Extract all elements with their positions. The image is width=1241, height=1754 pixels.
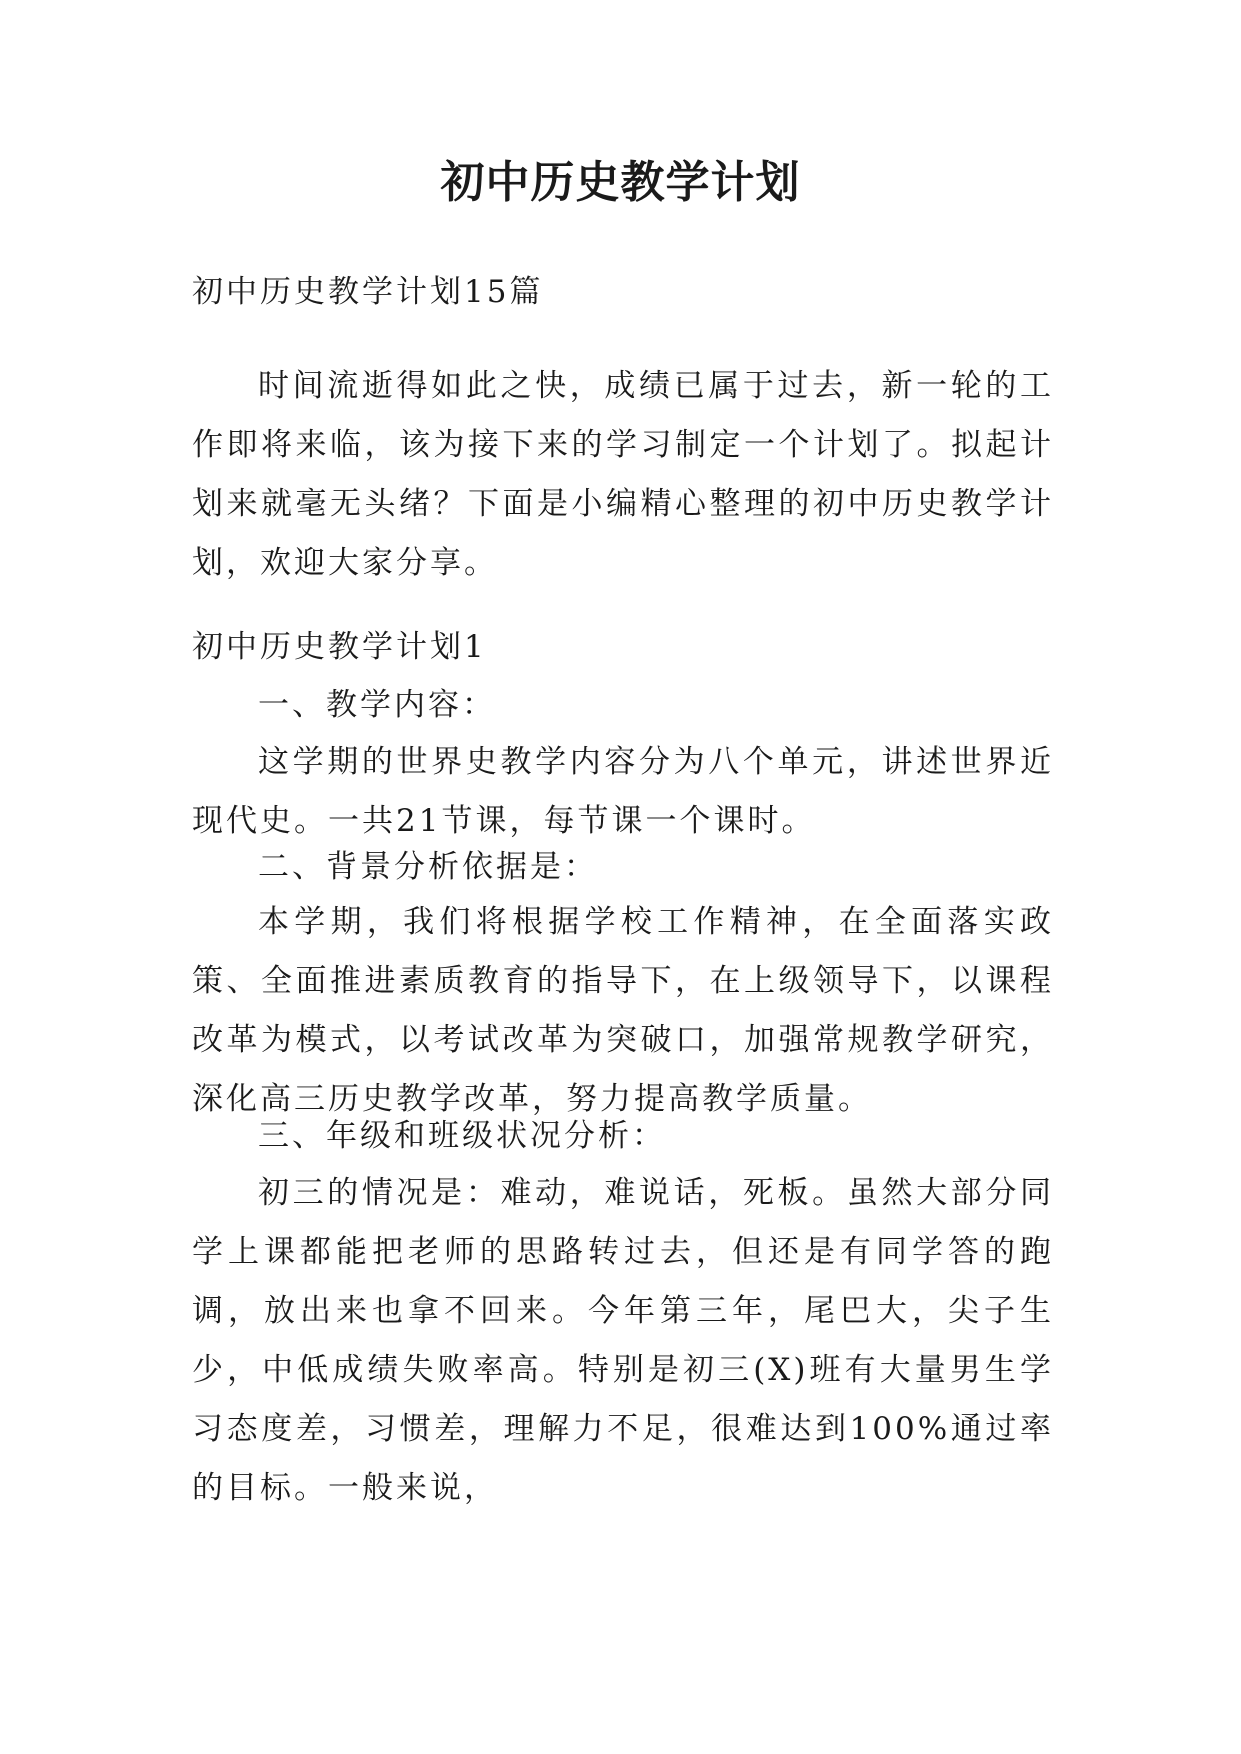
intro-paragraph: 时间流逝得如此之快，成绩已属于过去，新一轮的工作即将来临，该为接下来的学习制定一个计划了。拟起计划来就毫无头绪？下面是小编精心整理的初中历史教学计划，欢迎大家分享。 [192,368,1054,581]
section-heading: 初中历史教学计划1 [192,629,487,665]
item1-heading: 一、教学内容： [258,687,496,723]
item3-heading: 三、年级和班级状况分析： [258,1118,666,1154]
item3-paragraph: 初三的情况是：难动，难说话，死板。虽然大部分同学上课都能把老师的思路转过去，但还是有同学答的跑调，放出来也拿不回来。今年第三年，尾巴大，尖子生少，中低成绩失败率高。特别是初三(X)班有大量男生学习态度差，习惯差，理解力不足，很难达到100%通过率的目标。一般来说， [192,1175,1054,1506]
document-subtitle: 初中历史教学计划15篇 [192,274,544,310]
item2-paragraph: 本学期，我们将根据学校工作精神，在全面落实政策、全面推进素质教育的指导下，在上级领导下，以课程改革为模式，以考试改革为突破口，加强常规教学研究，深化高三历史教学改革，努力提高教学质量。 [192,904,1054,1117]
item2-heading: 二、背景分析依据是： [258,849,598,885]
item1-paragraph: 这学期的世界史教学内容分为八个单元，讲述世界近现代史。一共21节课，每节课一个课时。 [192,744,1054,839]
document-title: 初中历史教学计划 [440,157,801,208]
